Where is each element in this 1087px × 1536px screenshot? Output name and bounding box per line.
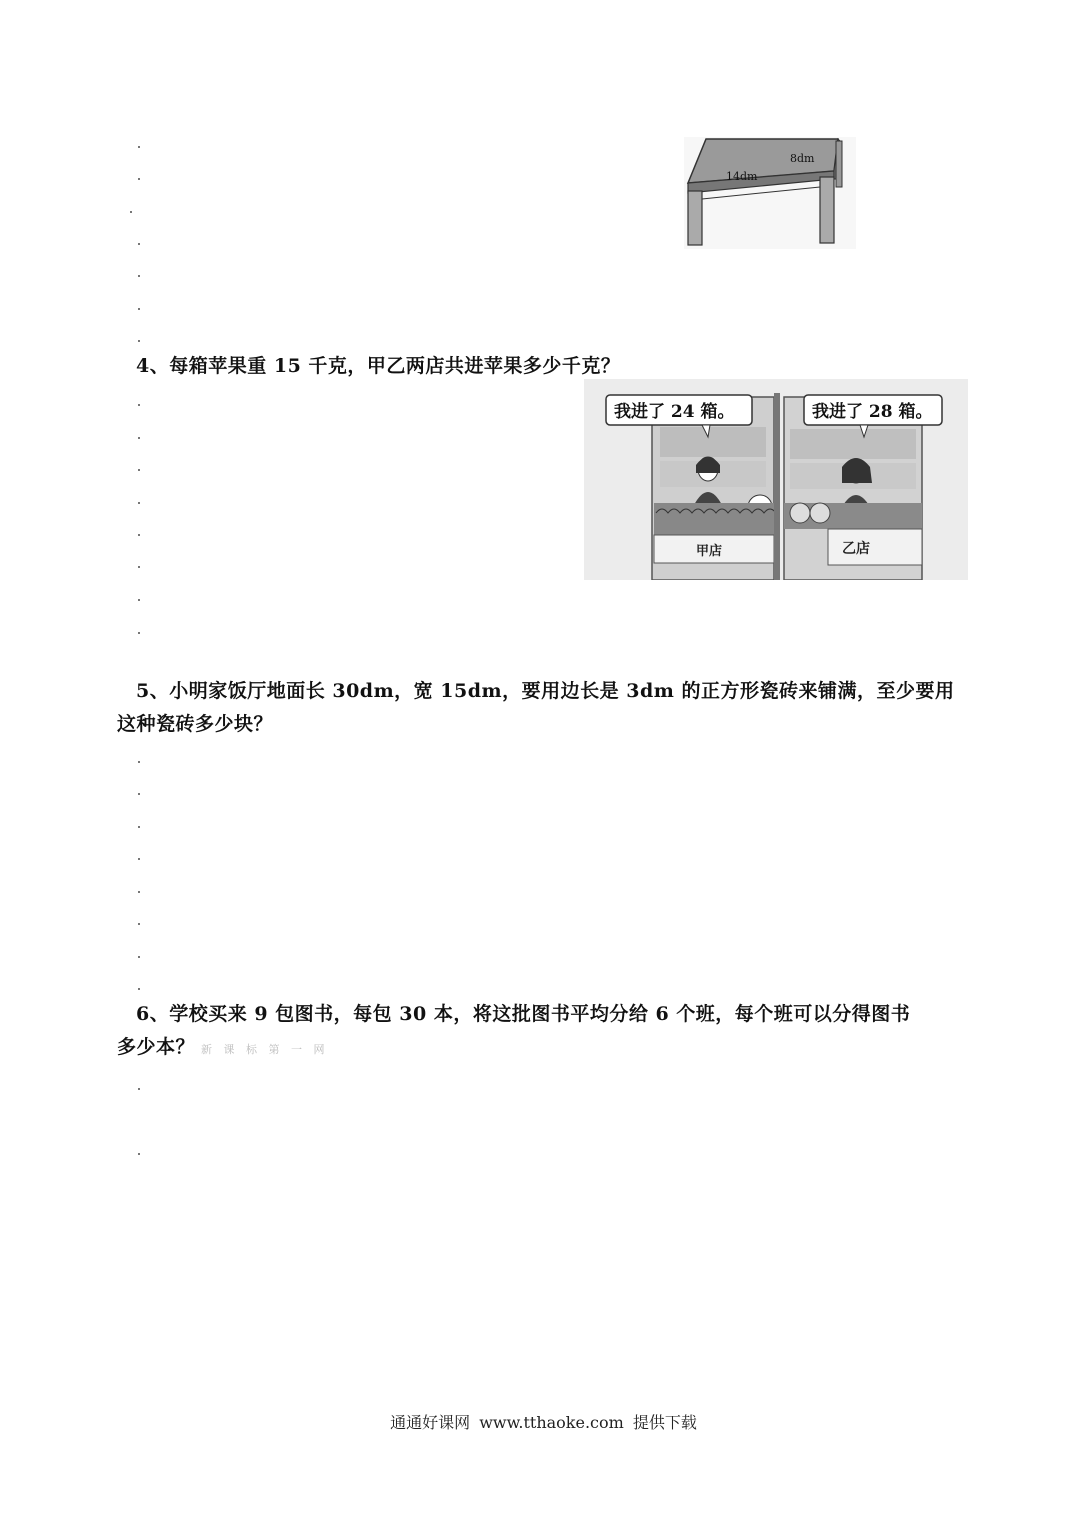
footer-site-name: 通通好课网 — [390, 1413, 471, 1432]
footer-url[interactable]: www.tthaoke.com — [479, 1413, 624, 1432]
table-width-label: 8dm — [790, 152, 815, 165]
question-5-text-1: 小明家饭厅地面长 30dm，宽 15dm，要用边长是 3dm 的正方形瓷砖来铺满，至少要用 — [169, 680, 955, 702]
question-5-line-2: 这种瓷砖多少块？ — [117, 713, 274, 735]
question-5 — [117, 675, 977, 741]
question-4-text: 每箱苹果重 15 千克，甲乙两店共进苹果多少千克？ — [169, 355, 621, 377]
question-5-number: 5、 — [136, 680, 170, 702]
left-shop-sign: 甲店 — [696, 544, 723, 559]
question-6-line-1 — [117, 998, 977, 1031]
table-drawing — [684, 137, 856, 249]
footer-suffix: 提供下载 — [632, 1413, 697, 1432]
table-figure — [684, 137, 856, 249]
question-6-line-2 — [117, 1031, 977, 1066]
question-4-number: 4、 — [136, 355, 170, 377]
shop-drawing — [584, 379, 968, 580]
shop-figure — [584, 379, 968, 580]
question-6 — [117, 998, 977, 1066]
question-6-text-1: 学校买来 9 包图书，每包 30 本，将这批图书平均分给 6 个班，每个班可以分得图书 — [169, 1003, 911, 1025]
question-5-line-1 — [117, 675, 977, 708]
table-length-label: 14dm — [726, 170, 758, 183]
question-6-number: 6、 — [136, 1003, 170, 1025]
watermark-text: 新 课 标 第 一 网 — [201, 1043, 329, 1056]
left-speech-bubble: 我进了 24 箱。 — [614, 402, 735, 422]
question-6-text-2: 多少本？ — [117, 1036, 196, 1058]
page-footer — [0, 1410, 1087, 1433]
right-shop-sign: 乙店 — [842, 541, 870, 557]
right-speech-bubble: 我进了 28 箱。 — [812, 402, 933, 422]
